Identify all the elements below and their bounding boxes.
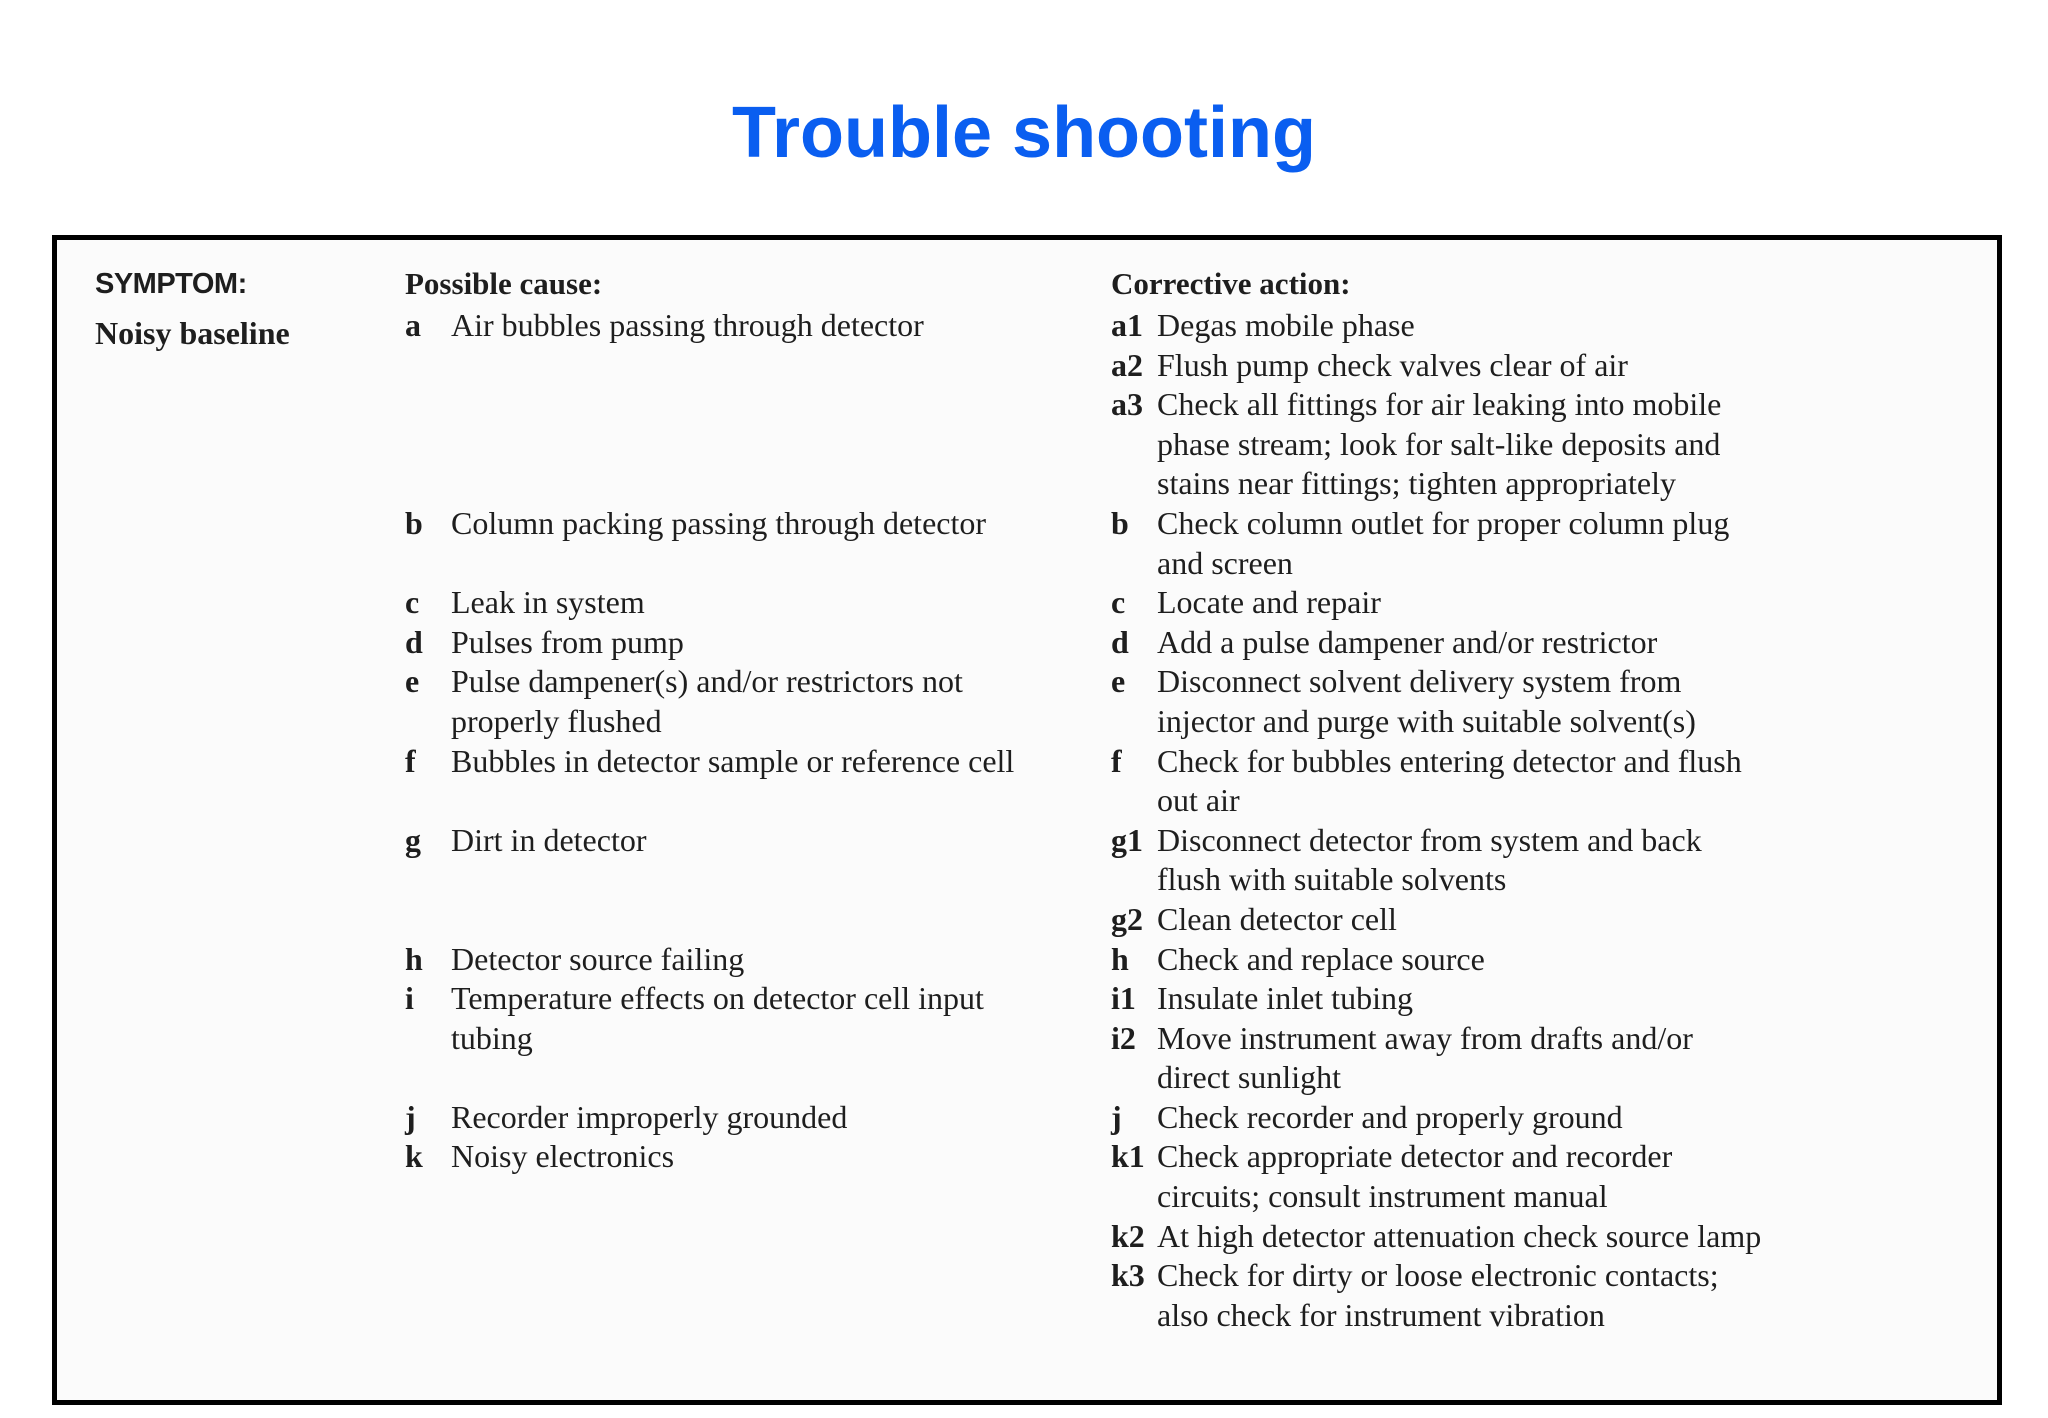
action-label: a3 <box>1111 386 1143 423</box>
cause-label: i <box>405 980 414 1017</box>
cause-text: Column packing passing through detector <box>451 504 987 541</box>
symptom-noisy-baseline: Noisy baseline <box>95 315 290 351</box>
action-label: a2 <box>1111 346 1143 383</box>
cause-row <box>405 583 1105 623</box>
action-text: Insulate inlet tubing <box>1157 980 1413 1017</box>
action-text: Flush pump check valves clear of air <box>1157 346 1628 383</box>
cause-row <box>405 979 1105 1058</box>
action-row <box>1111 1098 1971 1138</box>
action-label: k2 <box>1111 1217 1145 1254</box>
cause-text: Noisy electronics <box>451 1138 675 1175</box>
cause-text: Detector source failing <box>451 940 745 977</box>
cause-text: Dirt in detector <box>451 821 647 858</box>
spacer <box>405 781 1105 821</box>
action-label: c <box>1111 584 1126 621</box>
action-row <box>1111 1256 1971 1335</box>
action-label: h <box>1111 940 1129 977</box>
action-text: Add a pulse dampener and/or restrictor <box>1157 623 1658 660</box>
action-row <box>1111 900 1971 940</box>
cause-label: g <box>405 821 421 858</box>
action-label: f <box>1111 742 1122 779</box>
action-row <box>1111 979 1971 1019</box>
cause-row <box>405 742 1105 782</box>
possible-cause-list <box>405 306 1105 1177</box>
action-row <box>1111 662 1971 741</box>
action-row <box>1111 742 1971 821</box>
action-text: Check for dirty or loose electronic contacts; also check for instrument vibration <box>1157 1257 1719 1333</box>
action-row <box>1111 821 1971 900</box>
action-label: g2 <box>1111 900 1143 937</box>
action-row <box>1111 346 1971 386</box>
action-label: d <box>1111 623 1129 660</box>
cause-label: h <box>405 940 423 977</box>
cause-text: Pulse dampener(s) and/or restrictors not properly flushed <box>451 663 963 739</box>
spacer <box>405 385 1105 425</box>
action-text: Check recorder and properly ground <box>1157 1098 1623 1135</box>
cause-label: d <box>405 623 423 660</box>
cause-text: Temperature effects on detector cell input tubing <box>451 980 984 1056</box>
action-row <box>1111 940 1971 980</box>
action-label: b <box>1111 504 1129 541</box>
cause-label: k <box>405 1138 423 1175</box>
action-row <box>1111 1217 1971 1257</box>
action-text: Check for bubbles entering detector and flush out air <box>1157 742 1742 819</box>
action-text: Check appropriate detector and recorder circuits; consult instrument manual <box>1157 1138 1673 1215</box>
header-symptom: SYMPTOM: <box>95 268 247 300</box>
action-row <box>1111 504 1971 583</box>
spacer <box>405 346 1105 386</box>
action-text: Move instrument away from drafts and/or direct sunlight <box>1157 1019 1693 1096</box>
corrective-action-list <box>1111 306 1971 1335</box>
action-text: Check and replace source <box>1157 940 1485 977</box>
cause-text: Leak in system <box>451 584 645 621</box>
spacer <box>405 1058 1105 1098</box>
cause-label: a <box>405 307 421 343</box>
action-label: i1 <box>1111 980 1136 1017</box>
action-row <box>1111 306 1971 346</box>
action-text: Disconnect detector from system and back flush with suitable solvents <box>1157 821 1702 898</box>
cause-label: c <box>405 584 420 621</box>
action-label: j <box>1111 1098 1122 1135</box>
action-label: i2 <box>1111 1019 1136 1056</box>
action-row <box>1111 385 1971 504</box>
cause-row <box>405 1137 1105 1177</box>
action-row <box>1111 583 1971 623</box>
action-label: k3 <box>1111 1257 1145 1294</box>
spacer <box>405 900 1105 940</box>
cause-label: f <box>405 742 416 779</box>
cause-text: Pulses from pump <box>451 623 684 660</box>
spacer <box>405 464 1105 504</box>
cause-label: b <box>405 504 423 541</box>
action-text: Locate and repair <box>1157 584 1381 621</box>
cause-row <box>405 940 1105 980</box>
cause-row <box>405 623 1105 663</box>
action-text: Degas mobile phase <box>1157 307 1415 343</box>
cause-row <box>405 306 1105 346</box>
action-label: k1 <box>1111 1138 1145 1175</box>
header-possible-cause: Possible cause: <box>405 266 603 301</box>
action-text: Check all fittings for air leaking into mobile phase stream; look for salt-like deposits and stains near fittings; tighten appropriately <box>1157 386 1722 502</box>
cause-row <box>405 662 1105 741</box>
action-row <box>1111 623 1971 663</box>
action-text: Clean detector cell <box>1157 900 1397 937</box>
header-corrective-action: Corrective action: <box>1111 266 1351 301</box>
cause-label: j <box>405 1098 416 1135</box>
spacer <box>405 860 1105 900</box>
cause-row <box>405 1098 1105 1138</box>
action-label: e <box>1111 663 1126 700</box>
action-text: Check column outlet for proper column plug and screen <box>1157 504 1730 581</box>
cause-text: Recorder improperly grounded <box>451 1098 848 1135</box>
cause-text: Bubbles in detector sample or reference cell <box>451 742 1015 779</box>
action-text: Disconnect solvent delivery system from injector and purge with suitable solvent(s) <box>1157 663 1696 739</box>
cause-label: e <box>405 663 420 700</box>
action-row <box>1111 1137 1971 1216</box>
action-row <box>1111 1019 1971 1098</box>
action-label: g1 <box>1111 821 1143 858</box>
cause-row <box>405 821 1105 861</box>
spacer <box>405 544 1105 584</box>
cause-text: Air bubbles passing through detector <box>451 307 924 343</box>
action-label: a1 <box>1111 307 1143 343</box>
slide-title: Trouble shooting <box>732 93 1316 173</box>
spacer <box>405 425 1105 465</box>
action-text: At high detector attenuation check source lamp <box>1157 1217 1762 1254</box>
cause-row <box>405 504 1105 544</box>
troubleshooting-table <box>52 235 2002 1405</box>
